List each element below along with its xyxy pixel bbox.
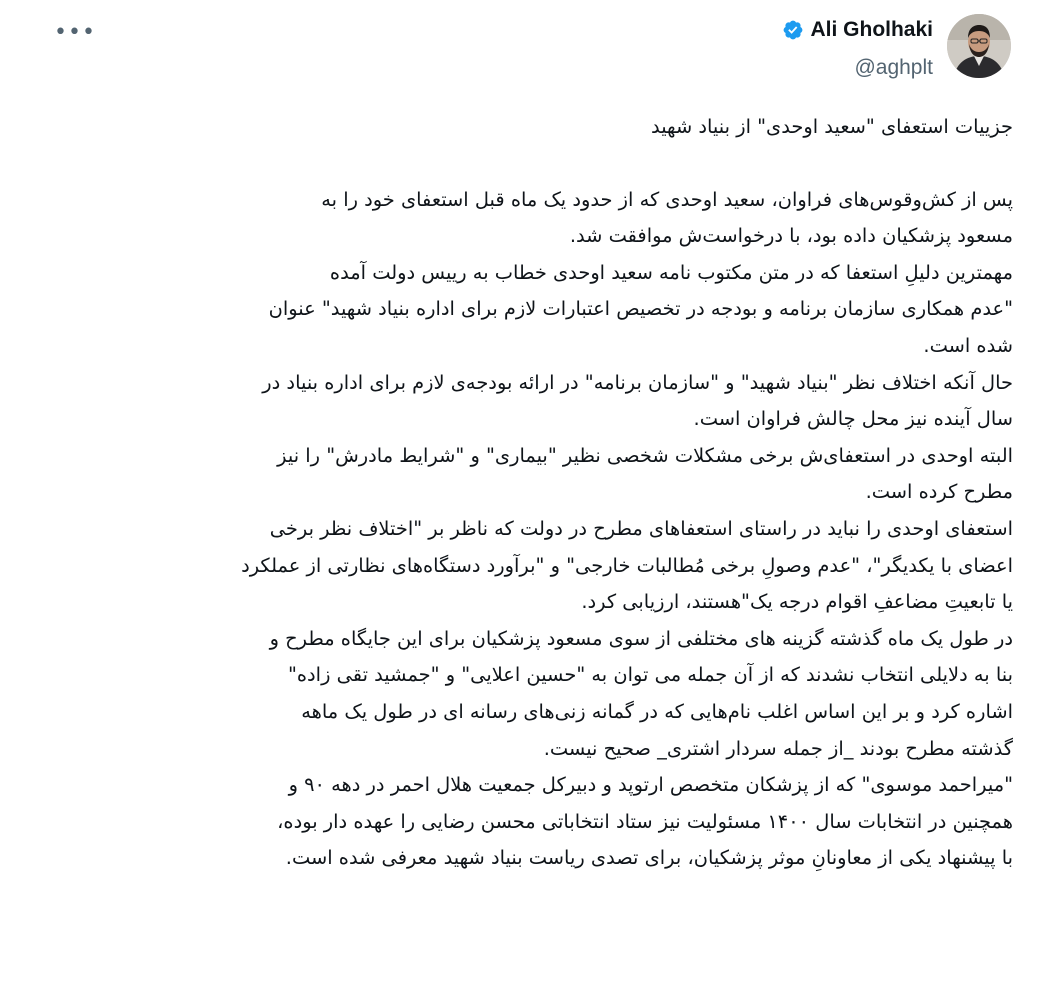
author-display-name[interactable]: Ali Gholhaki [810,18,933,41]
tweet-line: مسعود پزشکیان داده بود، با درخواست‌ش موافقت شد. [569,224,1013,248]
author-name-row [782,16,933,44]
author-handle[interactable]: @aghplt [854,56,933,79]
avatar-image [947,14,1011,78]
tweet-header [0,0,1053,100]
tweet-line: استعفای اوحدی را نباید در راستای استعفاهای مطرح در دولت که ناظر بر "اختلاف نظر برخی [269,516,1013,540]
author-info[interactable] [782,16,933,82]
tweet-line: حال آنکه اختلاف نظر "بنیاد شهید" و "سازمان برنامه" در ارائه بودجه‌ی لازم برای اداره بنیاد در [262,370,1013,394]
tweet-line: گذشته مطرح بودند _از جمله سردار اشتری_ صحیح نیست. [543,736,1013,760]
tweet-line: البته اوحدی در استعفای‌ش برخی مشکلات شخصی نظیر "بیماری" و "شرایط مادرش" را نیز [277,443,1013,467]
tweet-line: مطرح کرده است. [865,480,1013,504]
tweet-line: در طول یک ماه گذشته گزینه های مختلفی از سوی مسعود پزشکیان برای این جایگاه مطرح و [269,626,1013,650]
tweet-line: بنا به دلایلی انتخاب نشدند که از آن جمله می توان به "حسین اعلایی" و "جمشید تقی زاده" [287,663,1013,687]
tweet-line: "عدم همکاری سازمان برنامه و بودجه در تخصیص اعتبارات لازم برای اداره بنیاد شهید" عنوان [268,297,1013,321]
tweet-line: اعضای با یکدیگر"، "عدم وصولِ برخی مُطالبات خارجی" و "برآورد دستگاه‌های نظارتی از عملکرد [241,553,1013,577]
tweet-line: همچنین در انتخابات سال ۱۴۰۰ مسئولیت نیز ستاد انتخاباتی محسن رضایی را عهده دار بوده، [277,809,1013,833]
tweet-line: یا تابعیتِ مضاعفِ اقوام درجه یک"هستند، ارزیابی کرد. [581,590,1013,614]
more-options-icon[interactable]: ••• [54,20,96,45]
tweet-line: "میراحمد موسوی" که از پزشکان متخصص ارتوپد و دبیرکل جمعیت هلال احمر در دهه ۹۰ و [288,773,1013,797]
tweet-line: سال آینده نیز محل چالش فراوان است. [693,407,1013,431]
author-avatar[interactable] [947,14,1011,78]
tweet-line: با پیشنهاد یکی از معاونانِ موثر پزشکیان، برای تصدی ریاست بنیاد شهید معرفی شده است. [285,846,1013,870]
verified-badge-icon [782,19,804,41]
tweet-line: مهمترین دلیلِ استعفا که در متن مکتوب نامه سعید اوحدی خطاب به رییس دولت آمده [329,260,1013,284]
tweet-line: شده است. [923,333,1013,357]
tweet-text [68,109,1013,877]
tweet-line: پس از کش‌وقوس‌های فراوان، سعید اوحدی که از حدود یک ماه قبل استعفای خود را به [321,187,1013,211]
tweet-title: جزییات استعفای "سعید اوحدی" از بنیاد شهید [651,115,1013,138]
tweet-line: اشاره کرد و بر این اساس اغلب نام‌هایی که در گمانه زنی‌های رسانه ای در طول یک ماهه [301,699,1013,723]
